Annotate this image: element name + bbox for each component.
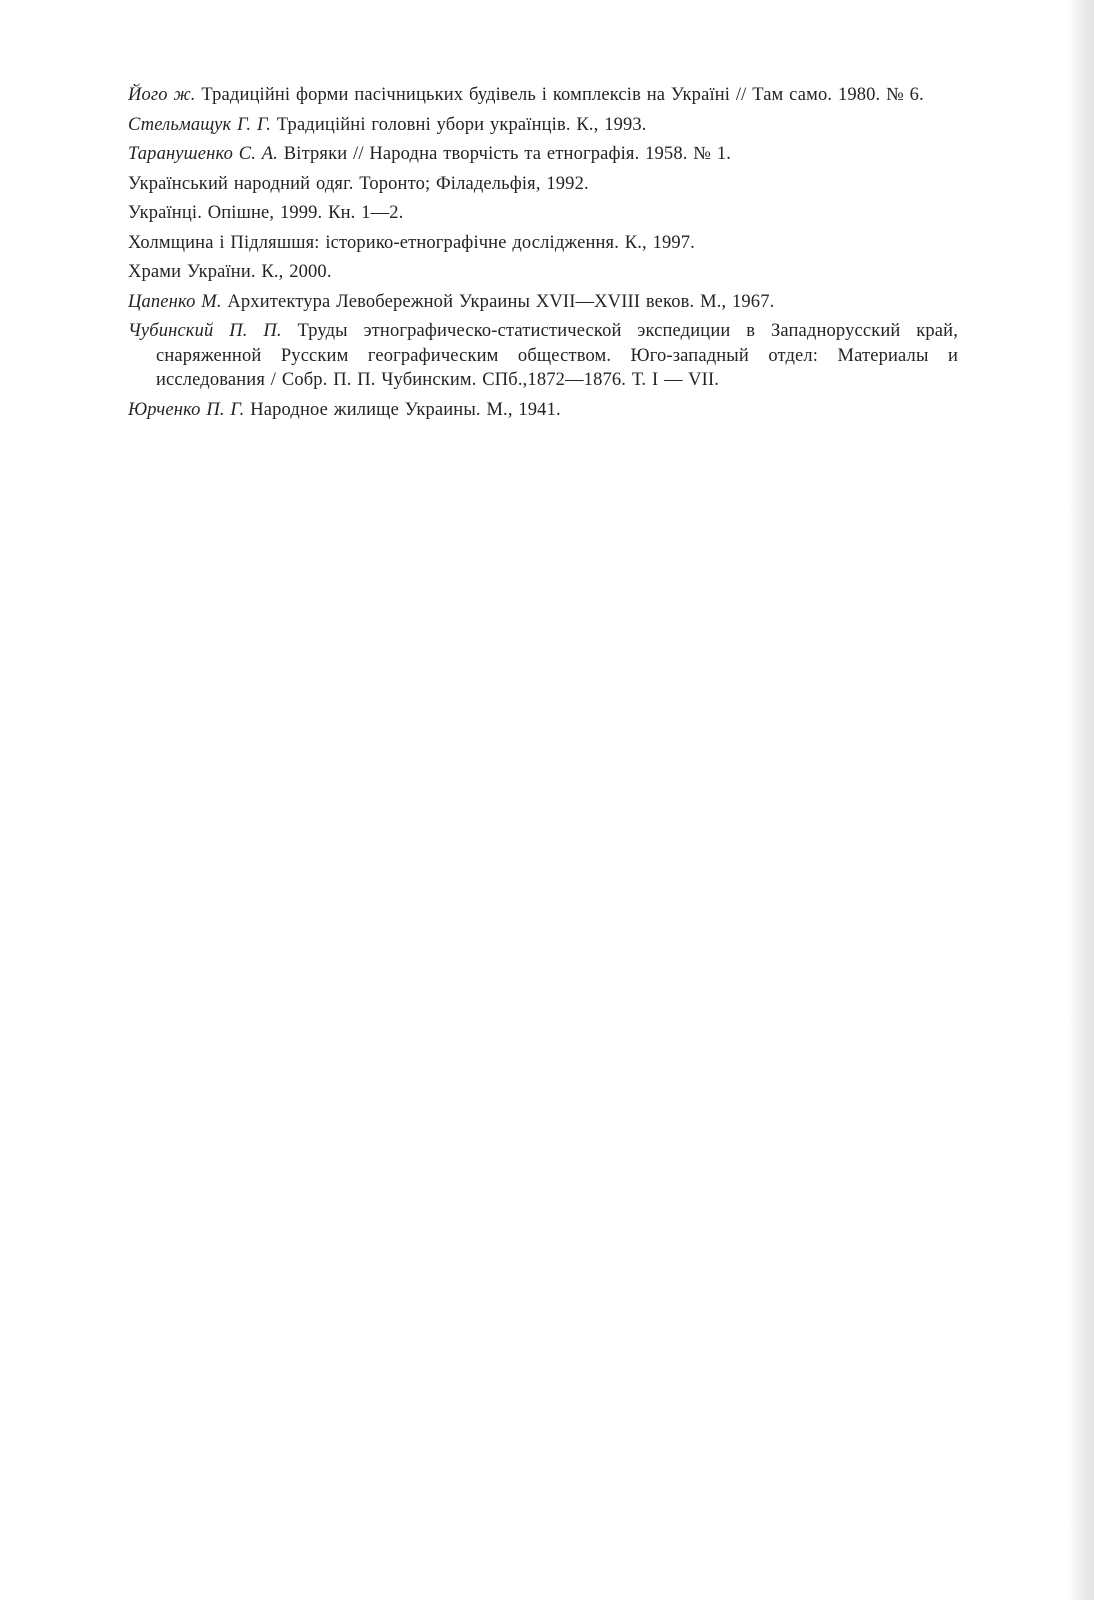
reference-entry [128, 290, 958, 315]
reference-text: Традиційні форми пасічницьких будівель і комплексів на Україні // Там само. 1980. № 6. [201, 85, 924, 105]
reference-text: Традиційні головні убори українців. К., 1993. [276, 114, 647, 135]
reference-author: Цапенко М. [128, 291, 222, 312]
bibliography-list [128, 83, 958, 427]
reference-author: Стельмащук Г. Г. [128, 114, 272, 135]
reference-entry [128, 113, 958, 138]
page-edge-shadow [1068, 0, 1094, 1600]
reference-entry [128, 319, 958, 393]
reference-text: Український народний одяг. Торонто; Філадельфія, 1992. [128, 173, 589, 194]
reference-entry [128, 172, 958, 197]
reference-text: Холмщина і Підляшшя: історико-етнографічне дослідження. К., 1997. [128, 232, 695, 253]
reference-entry [128, 398, 958, 423]
reference-text: Труды этнографическо-статистической экспедиции в Западнорусский край, снаряженной Русским географическим обществом. Юго-западный отдел: Материалы и исследования / Собр. П. П. Чубинским. СПб.,1872—1876. Т. I — VII. [156, 321, 958, 390]
reference-author: Юрченко П. Г. [128, 399, 245, 420]
reference-entry [128, 83, 958, 108]
reference-entry [128, 231, 958, 256]
reference-text: Храми України. К., 2000. [128, 262, 332, 282]
reference-author: Чубинский П. П. [128, 321, 282, 341]
reference-entry [128, 201, 958, 226]
reference-text: Вітряки // Народна творчість та етнографія. 1958. № 1. [283, 144, 732, 164]
reference-entry [128, 260, 958, 285]
reference-text: Народное жилище Украины. М., 1941. [250, 399, 561, 420]
reference-entry [128, 142, 958, 167]
reference-text: Архитектура Левобережной Украины XVII—XVIII веков. М., 1967. [227, 291, 775, 312]
reference-author: Його ж. [128, 85, 196, 105]
reference-text: Українці. Опішне, 1999. Кн. 1—2. [128, 203, 404, 223]
reference-author: Таранушенко С. А. [128, 144, 279, 164]
